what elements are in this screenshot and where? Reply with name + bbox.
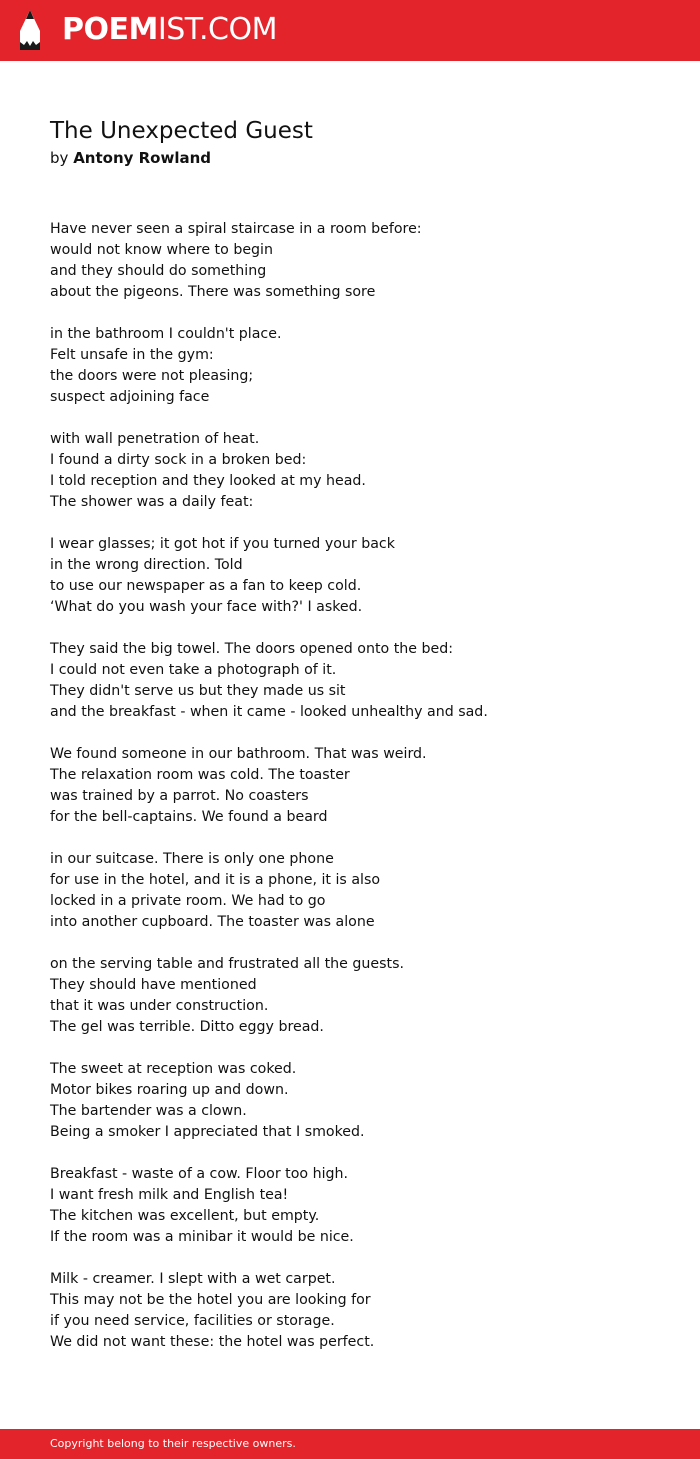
- site-footer: [0, 1429, 700, 1459]
- logo-bold-text: POEM: [62, 12, 158, 47]
- poem-line: Milk - creamer. I slept with a wet carpet.: [50, 1271, 336, 1287]
- poem-line: The sweet at reception was coked.: [50, 1061, 297, 1077]
- poem-stanza: [50, 219, 670, 303]
- poem-line: and they should do something: [50, 263, 267, 279]
- poem-stanza: [50, 849, 670, 933]
- poem-author: Antony Rowland: [73, 149, 212, 167]
- poem-line: into another cupboard. The toaster was alone: [50, 914, 375, 930]
- poem-line: if you need service, facilities or storage.: [50, 1313, 335, 1329]
- poem-stanza: [50, 429, 670, 513]
- poem-line: I told reception and they looked at my head.: [50, 473, 366, 489]
- poem-heading: [50, 116, 670, 170]
- poem-stanza: [50, 639, 670, 723]
- poem-line: and the breakfast - when it came - looked unhealthy and sad.: [50, 704, 488, 720]
- poem-line: Breakfast - waste of a cow. Floor too high.: [50, 1166, 349, 1182]
- poem-line: We did not want these: the hotel was perfect.: [50, 1334, 375, 1350]
- poem-line: I wear glasses; it got hot if you turned your back: [50, 536, 395, 552]
- poem-line: They said the big towel. The doors opened onto the bed:: [50, 641, 454, 657]
- poem-stanza: [50, 324, 670, 408]
- logo-light-text: IST.COM: [157, 12, 277, 47]
- poem-line: If the room was a minibar it would be nice.: [50, 1229, 354, 1245]
- pencil-tip-icon[interactable]: [17, 9, 43, 51]
- poem-line: that it was under construction.: [50, 998, 269, 1014]
- poem-line: The bartender was a clown.: [50, 1103, 247, 1119]
- poem-line: in the bathroom I couldn't place.: [50, 326, 282, 342]
- poem-line: The relaxation room was cold. The toaster: [50, 767, 350, 783]
- site-logo[interactable]: [62, 12, 277, 48]
- poem-line: I want fresh milk and English tea!: [50, 1187, 289, 1203]
- poem-line: would not know where to begin: [50, 242, 273, 258]
- poem-line: on the serving table and frustrated all the guests.: [50, 956, 404, 972]
- poem-line: Motor bikes roaring up and down.: [50, 1082, 289, 1098]
- poem-line: They didn't serve us but they made us sit: [50, 683, 346, 699]
- poem-line: Have never seen a spiral staircase in a room before:: [50, 221, 422, 237]
- poem-line: I could not even take a photograph of it.: [50, 662, 337, 678]
- poem-line: They should have mentioned: [50, 977, 257, 993]
- poem-stanza: [50, 1164, 670, 1248]
- poem-stanza: [50, 1059, 670, 1143]
- site-header: [0, 0, 700, 61]
- poem-line: Felt unsafe in the gym:: [50, 347, 214, 363]
- poem-byline: [50, 146, 670, 170]
- poem-line: Being a smoker I appreciated that I smoked.: [50, 1124, 365, 1140]
- poem-body: [50, 219, 670, 1374]
- poem-line: to use our newspaper as a fan to keep cold.: [50, 578, 362, 594]
- footer-copyright: Copyright belong to their respective owners.: [50, 1437, 296, 1450]
- poem-line: We found someone in our bathroom. That was weird.: [50, 746, 427, 762]
- poem-title: The Unexpected Guest: [50, 118, 313, 144]
- poem-line: was trained by a parrot. No coasters: [50, 788, 309, 804]
- poem-line: with wall penetration of heat.: [50, 431, 260, 447]
- poem-stanza: [50, 534, 670, 618]
- poem-stanza: [50, 954, 670, 1038]
- poem-line: suspect adjoining face: [50, 389, 210, 405]
- poem-line: This may not be the hotel you are looking for: [50, 1292, 371, 1308]
- poem-stanza: [50, 744, 670, 828]
- poem-line: ‘What do you wash your face with?' I asked.: [50, 599, 363, 615]
- poem-line: The shower was a daily feat:: [50, 494, 254, 510]
- poem-line: about the pigeons. There was something sore: [50, 284, 376, 300]
- poem-line: in the wrong direction. Told: [50, 557, 243, 573]
- poem-line: locked in a private room. We had to go: [50, 893, 326, 909]
- poem-line: I found a dirty sock in a broken bed:: [50, 452, 307, 468]
- poem-stanza: [50, 1269, 670, 1353]
- poem-line: The kitchen was excellent, but empty.: [50, 1208, 320, 1224]
- poem-line: in our suitcase. There is only one phone: [50, 851, 334, 867]
- poem-line: the doors were not pleasing;: [50, 368, 254, 384]
- poem-line: for the bell-captains. We found a beard: [50, 809, 328, 825]
- poem-line: for use in the hotel, and it is a phone, it is also: [50, 872, 381, 888]
- poem-line: The gel was terrible. Ditto eggy bread.: [50, 1019, 324, 1035]
- by-label: by: [50, 149, 69, 167]
